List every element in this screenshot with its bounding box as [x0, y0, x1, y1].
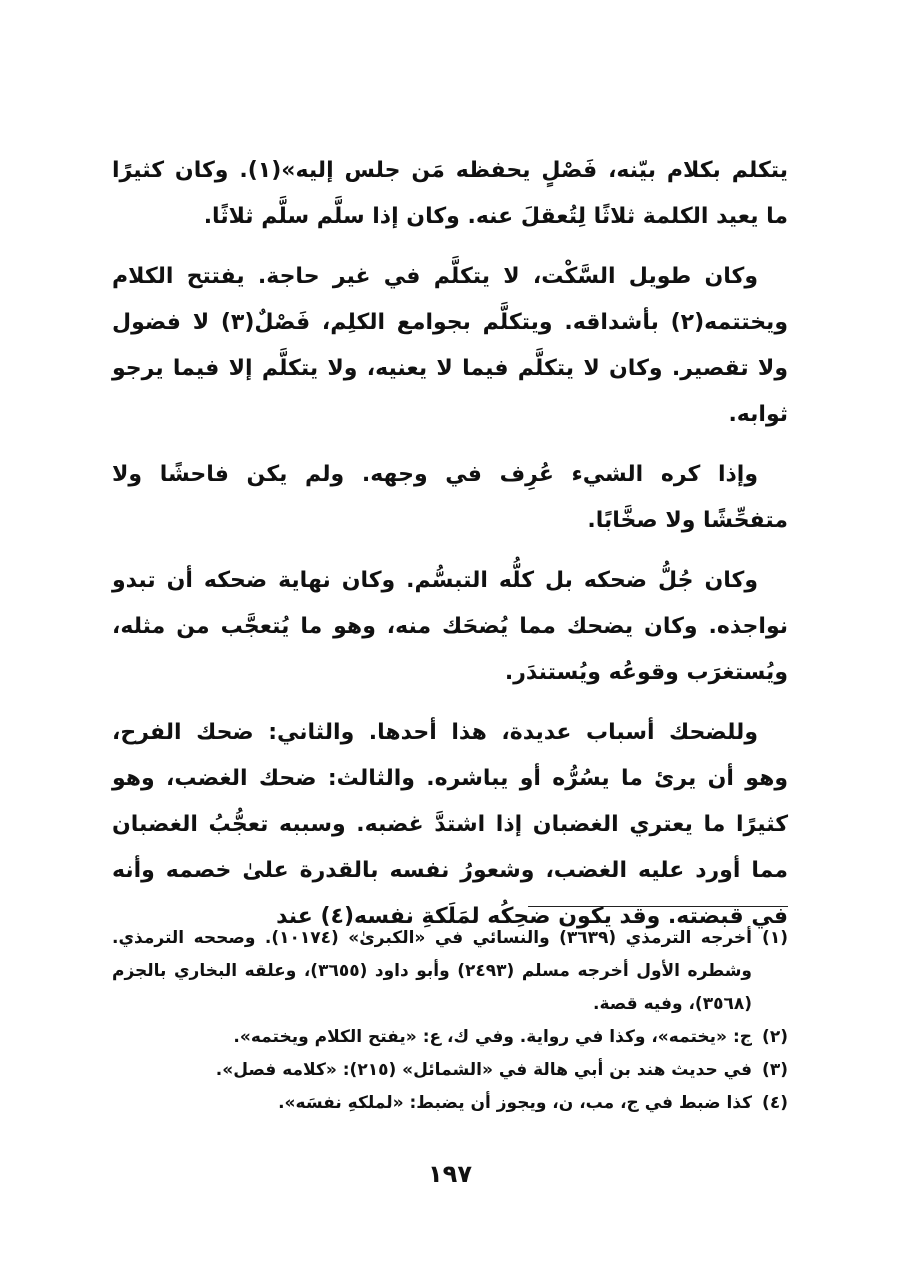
page-number: ١٩٧: [428, 1160, 472, 1188]
footnote-number: (١): [762, 928, 788, 948]
footnote-number: (٣): [762, 1060, 788, 1080]
footnote-number: (٤): [762, 1093, 788, 1113]
paragraph-3: وإذا كره الشيء عُرِف في وجهه. ولم يكن فاحشًا ولا متفحِّشًا ولا صخَّابًا.: [112, 462, 788, 533]
footnote-number: (٢): [762, 1027, 788, 1047]
footnote-divider: [528, 906, 788, 907]
footnote-text: أخرجه الترمذي (٣٦٣٩) والنسائي في «الكبرىٰ» (١٠١٧٤). وصححه الترمذي. وشطره الأول أخرجه مسلم (٢٤٩٣) وأبو داود (٣٦٥٥)، وعلقه البخاري بالجزم (٣٥٦٨)، وفيه قصة.: [112, 928, 752, 1014]
paragraph-5: وللضحك أسباب عديدة، هذا أحدها. والثاني: ضحك الفرح، وهو أن يرئ ما يسُرُّه أو يباشره. والثالث: ضحك الغضب، وهو كثيرًا ما يعتري الغضبان إذا اشتدَّ غضبه. وسببه تعجُّبُ الغضبان مما أورد عليه الغضب، وشعورُ نفسه بالقدرة علىٰ خصمه وأنه في قبضته. وقد يكون ضحِكُه لمَلَكةِ نفسه(٤) عند: [112, 720, 788, 929]
footnote-4: [112, 1087, 788, 1120]
paragraph-1: يتكلم بكلام بيّنه، فَصْلٍ يحفظه مَن جلس إليه»(١). وكان كثيرًا ما يعيد الكلمة ثلاثًا لِتُعقلَ عنه. وكان إذا سلَّم سلَّم ثلاثًا.: [112, 158, 789, 229]
paragraph-4: وكان جُلُّ ضحكه بل كلُّه التبسُّم. وكان نهاية ضحكه أن تبدو نواجذه. وكان يضحك مما يُضحَك منه، وهو ما يُتعجَّب من مثله، ويُستغرَب وقوعُه ويُستندَر.: [112, 568, 788, 685]
footnote-3: [112, 1054, 788, 1087]
footnote-1: [112, 922, 788, 1021]
footnotes: [112, 922, 788, 1120]
main-text: [112, 148, 788, 954]
footnote-text: كذا ضبط في ج، مب، ن، ويجوز أن يضبط: «لملكهِ نفسَه».: [278, 1093, 752, 1113]
footnote-text: ج: «يختمه»، وكذا في رواية. وفي ك، ع: «يفتح الكلام ويختمه».: [233, 1027, 752, 1047]
paragraph-2: وكان طويل السَّكْت، لا يتكلَّم في غير حاجة. يفتتح الكلام ويختتمه(٢) بأشداقه. ويتكلَّم بجوامع الكلِم، فَصْلٌ(٣) لا فضول ولا تقصير. وكان لا يتكلَّم فيما لا يعنيه، ولا يتكلَّم إلا فيما يرجو ثوابه.: [112, 264, 788, 427]
footnote-2: [112, 1021, 788, 1054]
footnote-text: في حديث هند بن أبي هالة في «الشمائل» (٢١٥): «كلامه فصل».: [215, 1060, 752, 1080]
